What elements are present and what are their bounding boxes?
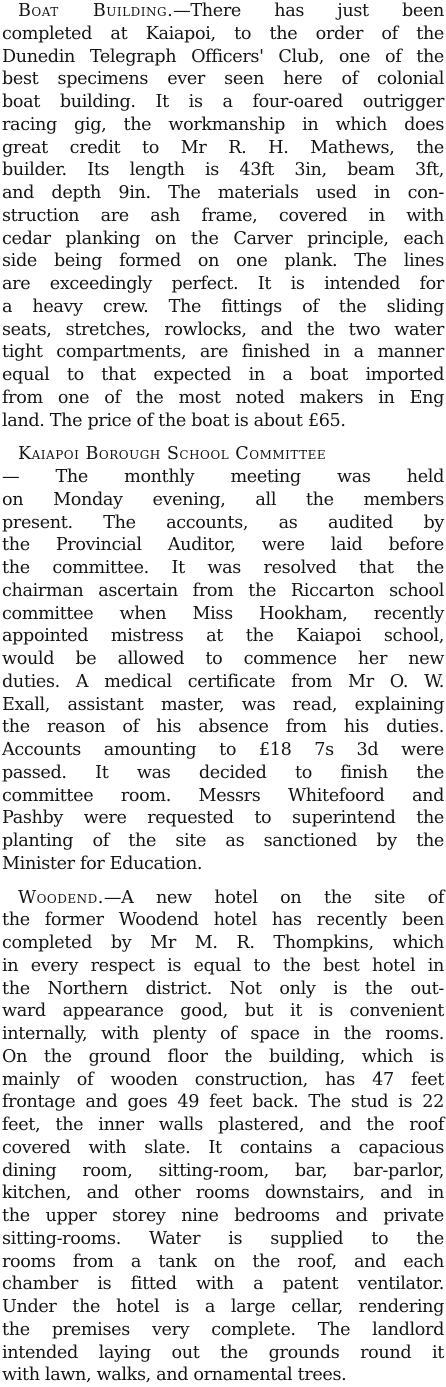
article-line: mainly of wooden construction, has 47 feet <box>0 1069 444 1092</box>
article-line: frontage and goes 49 feet back. The stud is 22 <box>0 1091 444 1114</box>
article-line: —There has just been <box>173 1 444 21</box>
article-line: the Provincial Auditor, were laid before <box>0 534 444 557</box>
article-line: a heavy crew. The fittings of the sliding <box>0 296 444 319</box>
article-line: committee room. Messrs Whitefoord and <box>0 785 444 808</box>
article-line: Exall, assistant master, was read, explaining <box>0 694 444 717</box>
article-line: duties. A medical certificate from Mr O. W. <box>0 671 444 694</box>
article-line: seats, stretches, rowlocks, and the two water <box>0 319 444 342</box>
article-line: with lawn, walks, and ornamental trees. <box>0 1364 446 1387</box>
article-line: On the ground floor the building, which is <box>0 1046 444 1069</box>
article-heading: Woodend. <box>18 888 104 908</box>
article-line: Dunedin Telegraph Officers' Club, one of the <box>0 46 444 69</box>
article-first-line <box>0 0 444 23</box>
article-line: the premises very complete. The landlord <box>0 1319 444 1342</box>
article-line: internally, with plenty of space in the rooms. <box>0 1023 444 1046</box>
article-line: Accounts amounting to £18 7s 3d were <box>0 739 444 762</box>
article-line: feet, the inner walls plastered, and the roof <box>0 1114 444 1137</box>
article-heading <box>0 443 444 466</box>
article-line: would be allowed to commence her new <box>0 648 444 671</box>
article-line: are exceedingly perfect. It is intended for <box>0 273 444 296</box>
article-line: passed. It was decided to finish the <box>0 762 444 785</box>
article-line: racing gig, the workmanship in which does <box>0 114 444 137</box>
article-line: present. The accounts, as audited by <box>0 512 444 535</box>
article-line: and depth 9in. The materials used in con- <box>0 182 444 205</box>
article-line: the former Woodend hotel has recently been <box>0 909 444 932</box>
article-line: ward appearance good, but it is convenient <box>0 1000 444 1023</box>
article-line: appointed mistress at the Kaiapoi school, <box>0 625 444 648</box>
article-first-line <box>0 887 444 910</box>
article-line: builder. Its length is 43ft 3in, beam 3ft, <box>0 159 444 182</box>
article-line: planting of the site as sanctioned by the <box>0 830 444 853</box>
article-line: struction are ash frame, covered in with <box>0 205 444 228</box>
article-separator <box>0 432 446 443</box>
article-line: in every respect is equal to the best hotel in <box>0 955 444 978</box>
article-line: Under the hotel is a large cellar, rendering <box>0 1296 444 1319</box>
article-kaiapoi-school-committee <box>0 443 446 875</box>
article-line: the reason of his absence from his duties. <box>0 716 444 739</box>
article-boat-building <box>0 0 446 432</box>
article-line: the committee. It was resolved that the <box>0 557 444 580</box>
article-line: the upper storey nine bedrooms and private <box>0 1205 444 1228</box>
article-line: — The monthly meeting was held <box>0 466 444 489</box>
article-line: chairman ascertain from the Riccarton school <box>0 580 444 603</box>
article-line: intended laying out the grounds round it <box>0 1342 444 1365</box>
article-line: completed by Mr M. R. Thompkins, which <box>0 932 444 955</box>
article-line: tight compartments, are finished in a manner <box>0 341 444 364</box>
article-line: committee when Miss Hookham, recently <box>0 603 444 626</box>
article-heading-text: Kaiapoi Borough School Committee <box>18 444 326 464</box>
article-line: side being formed on one plank. The lines <box>0 250 444 273</box>
article-line: sitting-rooms. Water is supplied to the <box>0 1228 444 1251</box>
article-line: —A new hotel on the site of <box>104 888 444 908</box>
article-line: dining room, sitting-room, bar, bar-parlor, <box>0 1160 444 1183</box>
article-line: the Northern district. Not only is the out- <box>0 978 444 1001</box>
article-line: best specimens ever seen here of colonial <box>0 68 444 91</box>
article-line: chamber is fitted with a patent ventilator. <box>0 1273 444 1296</box>
article-line: completed at Kaiapoi, to the order of the <box>0 23 444 46</box>
article-line: land. The price of the boat is about £65. <box>0 410 446 433</box>
article-line: boat building. It is a four-oared outrigger <box>0 91 444 114</box>
article-line: equal to that expected in a boat imported <box>0 364 444 387</box>
article-woodend <box>0 887 446 1387</box>
article-line: on Monday evening, all the members <box>0 489 444 512</box>
article-separator <box>0 876 446 887</box>
article-line: great credit to Mr R. H. Mathews, the <box>0 137 444 160</box>
article-line: Pashby were requested to superintend the <box>0 807 444 830</box>
article-line: rooms from a tank on the roof, and each <box>0 1251 444 1274</box>
article-line: cedar planking on the Carver principle, each <box>0 228 444 251</box>
article-line: covered with slate. It contains a capacious <box>0 1137 444 1160</box>
article-line: Minister for Education. <box>0 853 446 876</box>
article-line: kitchen, and other rooms downstairs, and in <box>0 1182 444 1205</box>
article-heading: Boat Building. <box>18 1 173 21</box>
article-line: from one of the most noted makers in Eng <box>0 387 444 410</box>
